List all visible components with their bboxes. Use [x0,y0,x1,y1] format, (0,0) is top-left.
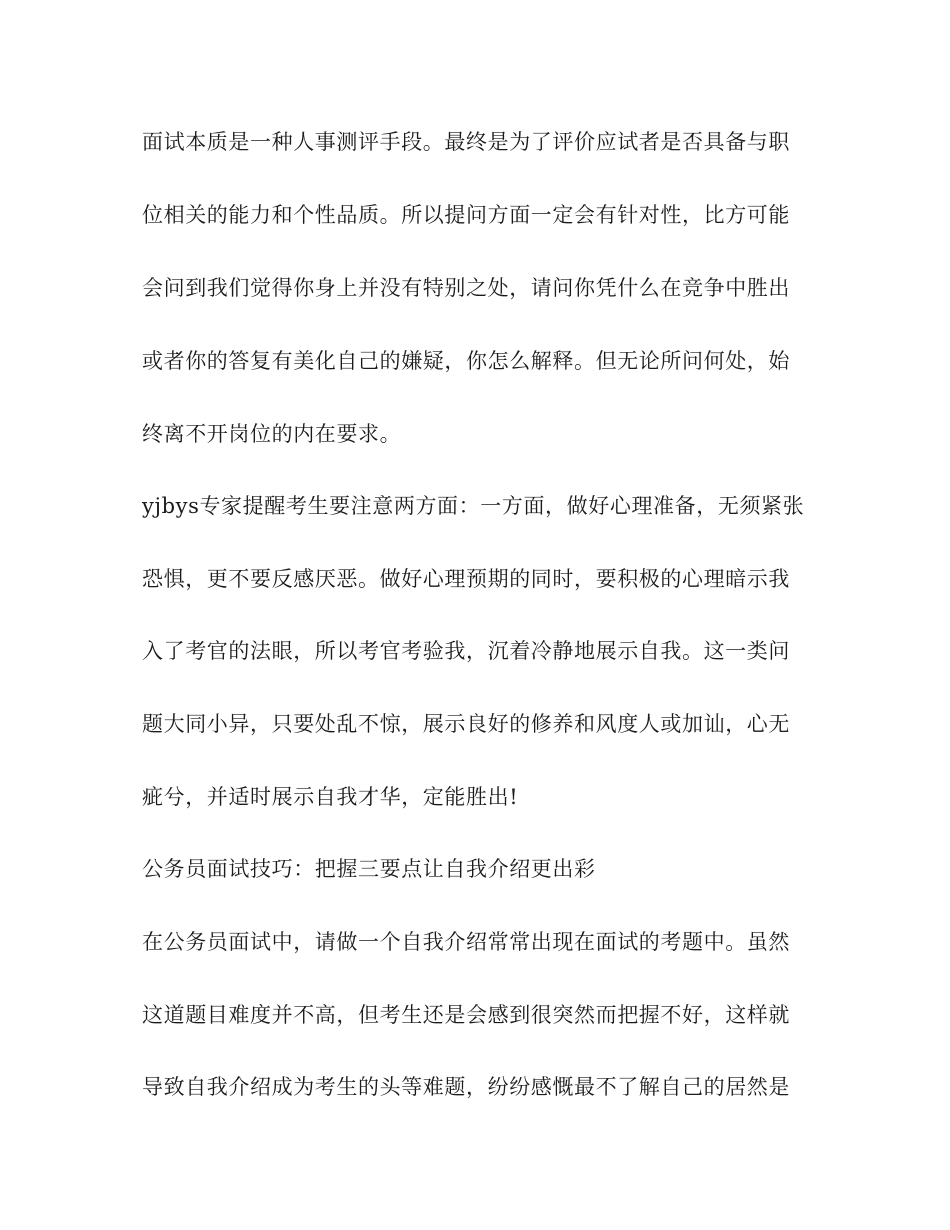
text-line: 或者你的答复有美化自己的嫌疑，你怎么解释。但无论所问何处，始 [142,349,790,373]
section-heading: 公务员面试技巧：把握三要点让自我介绍更出彩 [142,857,596,881]
text-line: 面试本质是一种人事测评手段。最终是为了评价应试者是否具备与职 [142,130,790,154]
text-line: 入了考官的法眼，所以考官考验我，沉着冷静地展示自我。这一类问 [142,639,790,663]
text-line: 题大同小异，只要处乱不惊，展示良好的修养和风度人或加讪，心无 [142,712,790,736]
text-line: 恐惧，更不要反感厌恶。做好心理预期的同时，要积极的心理暗示我 [142,567,790,591]
text-line: 疵兮，并适时展示自我才华，定能胜出! [142,785,519,809]
text-line: 这道题目难度并不高，但考生还是会感到很突然而把握不好，这样就 [142,1003,790,1027]
text-line: 导致自我介绍成为考生的头等难题，纷纷感慨最不了解自己的居然是 [142,1075,790,1099]
text-line: 位相关的能力和个性品质。所以提问方面一定会有针对性，比方可能 [142,203,790,227]
text-line: 在公务员面试中，请做一个自我介绍常常出现在面试的考题中。虽然 [142,930,790,954]
text-line: 终离不开岗位的内在要求。 [142,422,402,446]
text-line: yjbys专家提醒考生要注意两方面：一方面，做好心理准备，无须紧张 [142,494,805,518]
text-line: 会问到我们觉得你身上并没有特别之处，请问你凭什么在竞争中胜出 [142,276,790,300]
